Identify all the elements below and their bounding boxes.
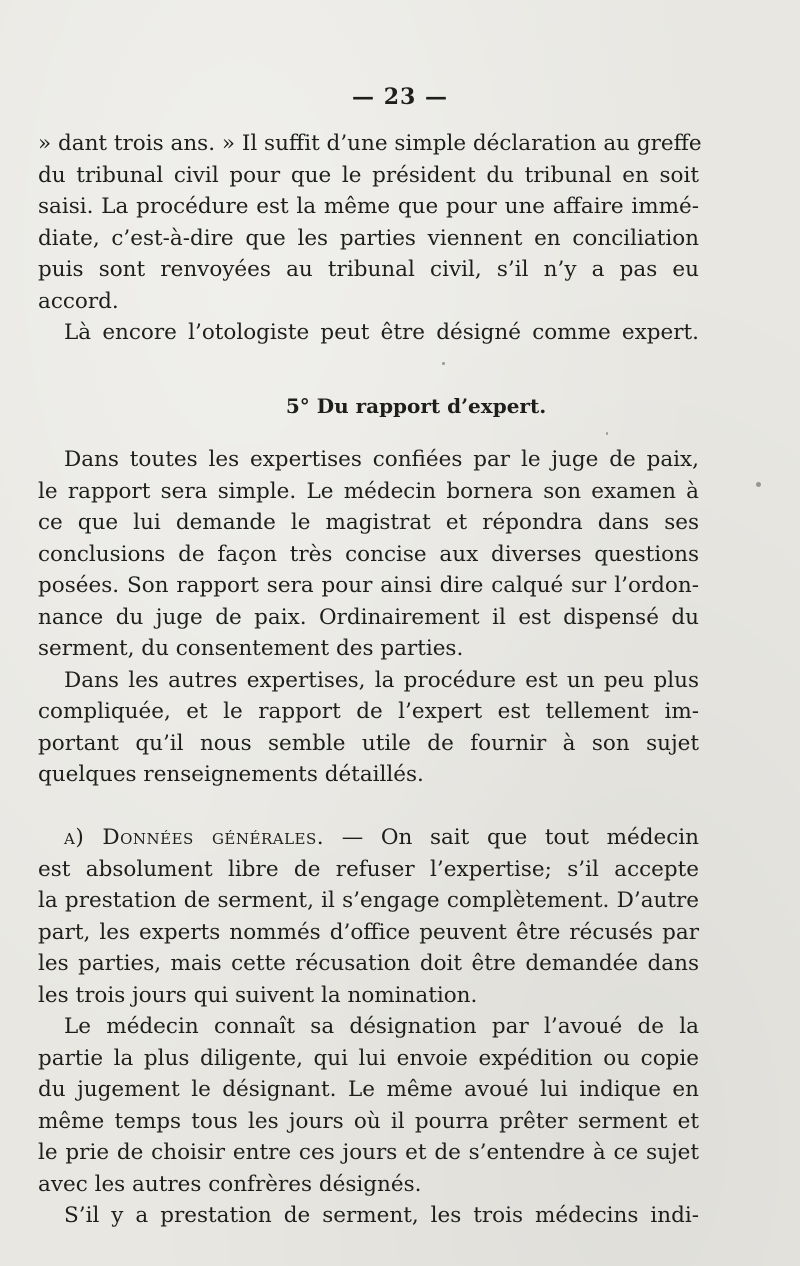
text-line: Le médecin connaît sa désignation par l’avoué de la <box>64 1014 699 1039</box>
paper-speck <box>756 482 761 487</box>
text-line: du tribunal civil pour que le président du tribunal en soit <box>38 162 699 188</box>
text-line: la prestation de serment, il s’engage complètement. D’autre <box>38 888 699 913</box>
text-line: compliquée, et le rapport de l’expert est tellement im- <box>38 699 699 724</box>
text-line: » dant trois ans. » Il suffit d’une simple déclaration au greffe <box>38 131 702 156</box>
text-line: partie la plus diligente, qui lui envoie expédition ou copie <box>38 1045 699 1071</box>
text-line: le prie de choisir entre ces jours et de s’entendre à ce sujet <box>38 1140 699 1165</box>
text-line: saisi. La procédure est la même que pour une affaire immé- <box>38 194 699 219</box>
text-line: Là encore l’otologiste peut être désigné comme expert. <box>64 320 699 345</box>
text-line: le rapport sera simple. Le médecin bornera son examen à <box>38 478 699 504</box>
text-line: est absolument libre de refuser l’expertise; s’il accepte <box>38 856 699 882</box>
paper-speck <box>606 432 608 435</box>
text-line: S’il y a prestation de serment, les trois médecins indi- <box>64 1203 699 1228</box>
paper-speck <box>442 362 445 365</box>
paragraph-block-1 <box>38 128 702 349</box>
paragraph-block-3 <box>38 822 699 1232</box>
text-line: avec les autres confrères désignés. <box>38 1171 422 1197</box>
text-fragment: — On sait que tout médecin <box>324 825 699 850</box>
text-line: portant qu’il nous semble utile de fournir à son sujet <box>38 730 699 756</box>
text-line: puis sont renvoyées au tribunal civil, s’il n’y a pas eu <box>38 257 699 282</box>
text-line: Dans les autres expertises, la procédure est un peu plus <box>64 667 699 693</box>
text-line: conclusions de façon très concise aux diverses questions <box>38 541 699 567</box>
text-line: les trois jours qui suivent la nomination. <box>38 982 478 1008</box>
text-line: part, les experts nommés d’office peuvent être récusés par <box>38 919 699 945</box>
text-line: accord. <box>38 288 119 314</box>
text-line: ce que lui demande le magistrat et répondra dans ses <box>38 510 699 535</box>
text-line: serment, du consentement des parties. <box>38 636 464 661</box>
text-line: Dans toutes les expertises confiées par le juge de paix, <box>64 447 699 472</box>
text-line: du jugement le désignant. Le même avoué lui indique en <box>38 1077 699 1102</box>
text-line: les parties, mais cette récusation doit être demandée dans <box>38 951 699 976</box>
page-number: — 23 — <box>352 84 448 110</box>
text-line: posées. Son rapport sera pour ainsi dire calqué sur l’ordon- <box>38 573 699 598</box>
text-line: diate, c’est-à-dire que les parties viennent en conciliation <box>38 225 699 251</box>
paragraph-block-2 <box>38 444 699 791</box>
subsection-label: a) Données générales. <box>64 825 325 850</box>
text-line: même temps tous les jours où il pourra prêter serment et <box>38 1108 699 1134</box>
section-title: 5° Du rapport d’expert. <box>285 394 547 418</box>
text-line: quelques renseignements détaillés. <box>38 762 424 787</box>
text-line <box>38 822 699 854</box>
text-line: nance du juge de paix. Ordinairement il est dispensé du <box>38 604 699 630</box>
